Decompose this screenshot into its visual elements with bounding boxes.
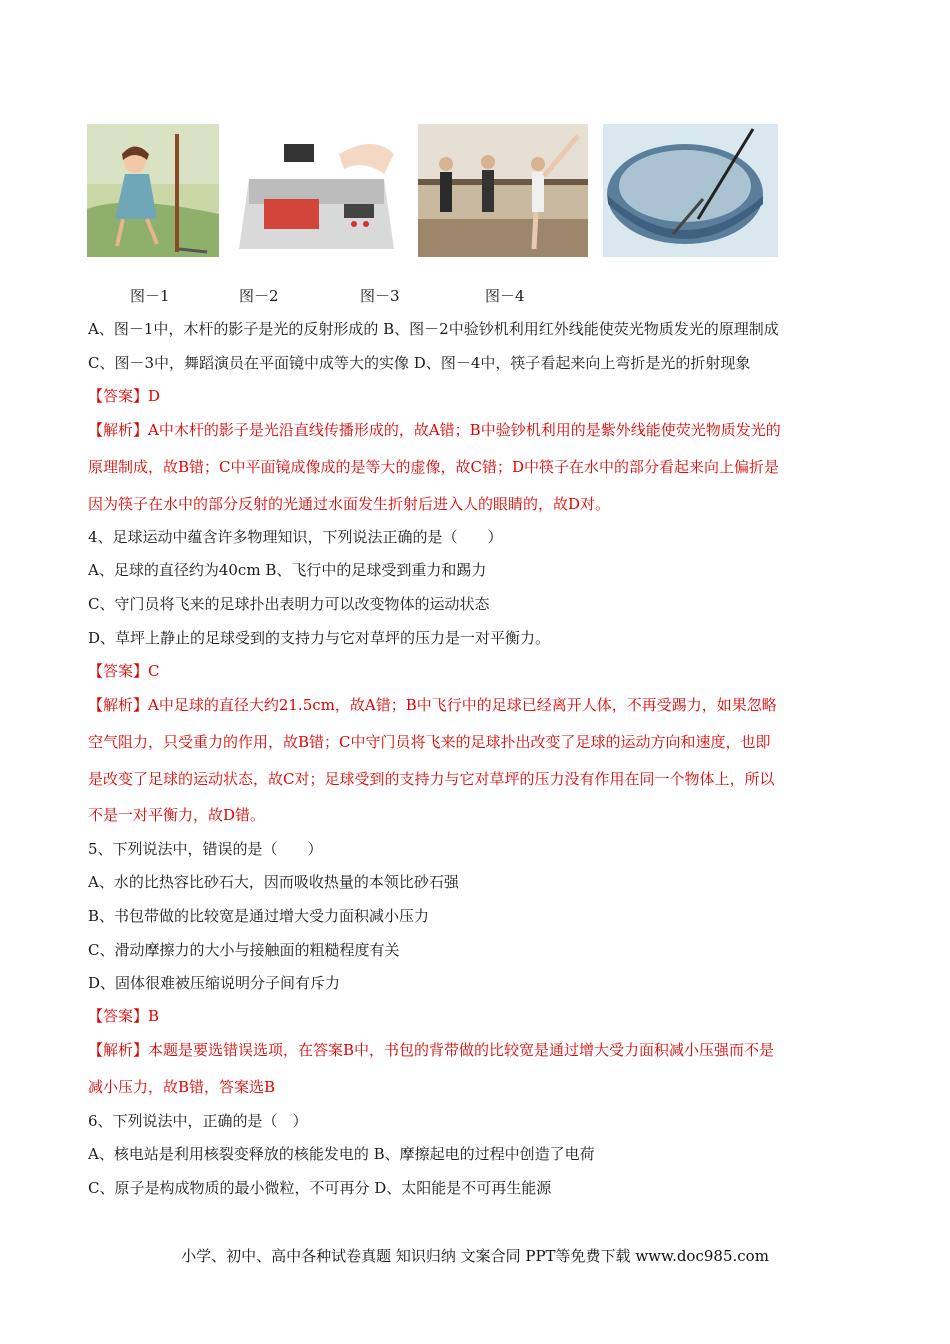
figure-2-caption: 图－2 (239, 287, 279, 305)
q6-question: 6、下列说法中，正确的是（ ） (88, 1112, 308, 1130)
q4-analysis-line4: 不是一对平衡力，故D错。 (88, 806, 266, 824)
q4-analysis-line1: 【解析】A中足球的直径大约21.5cm，故A错；B中飞行中的足球已经离开人体，不再受踢力，如果忽略 (88, 696, 777, 714)
q6-option-cd: C、原子是构成物质的最小微粒，不可再分 D、太阳能是不可再生能源 (88, 1179, 552, 1197)
q4-question: 4、足球运动中蕴含许多物理知识，下列说法正确的是（ ） (88, 528, 503, 546)
q3-options-line2: C、图－3中，舞蹈演员在平面镜中成等大的实像 D、图－4中，筷子看起来向上弯折是光的折射现象 (88, 354, 751, 372)
q5-option-a: A、水的比热容比砂石大，因而吸收热量的本领比砂石强 (88, 873, 459, 891)
q3-analysis-line2: 原理制成，故B错；C中平面镜成像成的是等大的虚像，故C错；D中筷子在水中的部分看起来向上偏折是 (88, 458, 780, 476)
q4-option-d: D、草坪上静止的足球受到的支持力与它对草坪的压力是一对平衡力。 (88, 629, 551, 647)
q6-option-ab: A、核电站是利用核裂变释放的核能发电的 B、摩擦起电的过程中创造了电荷 (88, 1145, 595, 1163)
q5-option-b: B、书包带做的比较宽是通过增大受力面积减小压力 (88, 907, 430, 925)
q4-analysis-line3: 是改变了足球的运动状态，故C对；足球受到的支持力与它对草坪的压力没有作用在同一个物体上，所以 (88, 770, 775, 788)
figure-3-caption: 图－3 (360, 287, 400, 305)
q3-analysis-line3: 因为筷子在水中的部分反射的光通过水面发生折射后进入人的眼睛的，故D对。 (88, 495, 611, 513)
page-footer: 小学、初中、高中各种试卷真题 知识归纳 文案合同 PPT等免费下载 www.doc985.com (181, 1247, 769, 1265)
q5-analysis-line1: 【解析】本题是要选错误选项，在答案B中，书包的背带做的比较宽是通过增大受力面积减小压强而不是 (88, 1041, 775, 1059)
q3-answer: 【答案】D (88, 387, 161, 405)
q4-option-c: C、守门员将飞来的足球扑出表明力可以改变物体的运动状态 (88, 595, 490, 613)
q5-option-c: C、滑动摩擦力的大小与接触面的粗糙程度有关 (88, 941, 400, 959)
figure-2-image (234, 124, 401, 257)
q3-analysis-line1: 【解析】A中木杆的影子是光沿直线传播形成的，故A错；B中验钞机利用的是紫外线能使荧光物质发光的 (88, 421, 781, 439)
q4-analysis-line2: 空气阻力，只受重力的作用，故B错；C中守门员将飞来的足球扑出改变了足球的运动方向和速度，也即 (88, 733, 771, 751)
q4-option-ab: A、足球的直径约为40cm B、飞行中的足球受到重力和踢力 (88, 561, 487, 579)
figure-1-caption: 图－1 (130, 287, 170, 305)
figure-4-image (603, 124, 778, 257)
q5-question: 5、下列说法中，错误的是（ ） (88, 840, 323, 858)
q5-option-d: D、固体很难被压缩说明分子间有斥力 (88, 974, 341, 992)
q5-analysis-line2: 减小压力，故B错，答案选B (88, 1078, 276, 1096)
figure-3-image (418, 124, 588, 257)
figure-1-image (87, 124, 219, 257)
q4-answer: 【答案】C (88, 662, 160, 680)
figure-4-caption: 图－4 (485, 287, 525, 305)
q3-options-line1: A、图－1中，木杆的影子是光的反射形成的 B、图－2中验钞机利用红外线能使荧光物质发光的原理制成 (88, 320, 779, 338)
q5-answer: 【答案】B (88, 1007, 160, 1025)
